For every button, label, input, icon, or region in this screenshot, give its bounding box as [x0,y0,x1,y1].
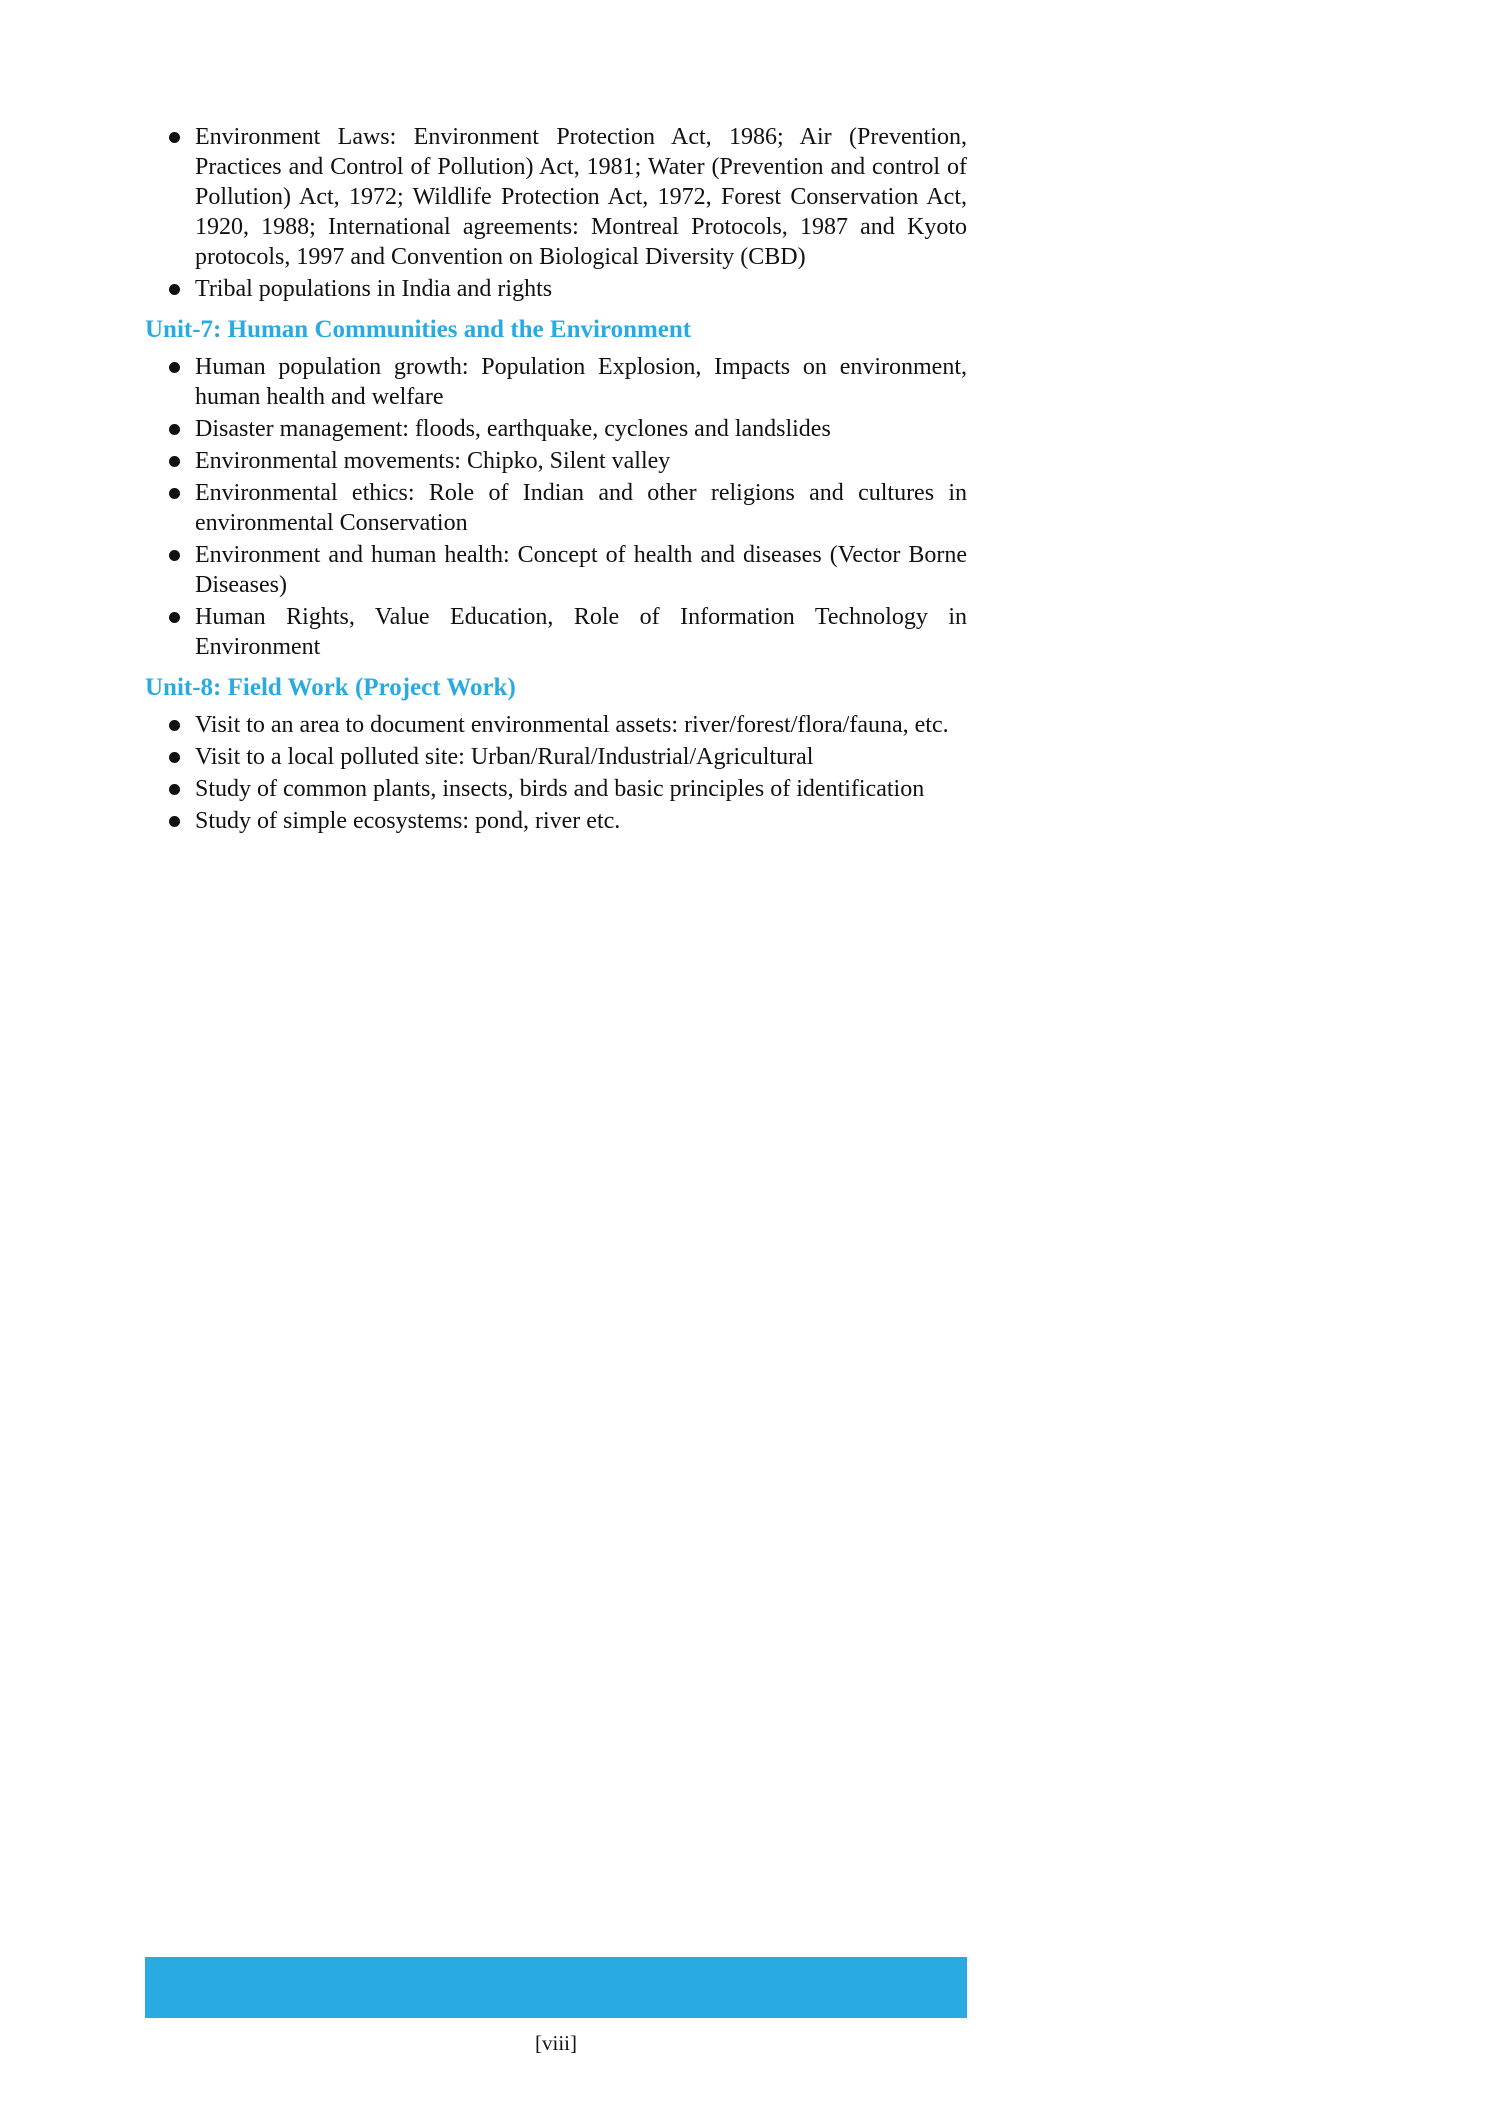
bullet-text: Disaster management: floods, earthquake, cyclones and landslides [195,416,831,442]
bullet-text: Visit to a local polluted site: Urban/Rural/Industrial/Agricultural [195,744,814,770]
list-item [145,122,967,272]
bullet-text: Environmental movements: Chipko, Silent valley [195,448,671,474]
bullet-icon [169,612,180,623]
list-item [145,774,967,804]
bullet-icon [169,284,180,295]
list-item [145,274,967,304]
bullet-icon [169,816,180,827]
bullet-text: Study of common plants, insects, birds and basic principles of identification [195,776,925,802]
bullet-text: Human population growth: Population Explosion, Impacts on environment, human health and welfare [195,354,967,410]
bullet-text: Human Rights, Value Education, Role of Information Technology in Environment [195,604,967,660]
list-item [145,352,967,412]
bullet-icon [169,488,180,499]
intro-bullet-list [145,122,967,304]
bullet-icon [169,456,180,467]
bullet-text: Environment and human health: Concept of health and diseases (Vector Borne Diseases) [195,542,967,598]
section-heading-unit7: Unit-7: Human Communities and the Environment [145,316,692,343]
list-item [145,806,967,836]
list-item [145,710,967,740]
list-item [145,602,967,662]
content-area [145,122,967,838]
unit7-bullet-list [145,352,967,662]
list-item [145,478,967,538]
bullet-icon [169,720,180,731]
list-item [145,540,967,600]
bullet-text: Environment Laws: Environment Protection Act, 1986; Air (Prevention, Practices and Control of Pollution) Act, 1981; Water (Prevention and control of Pollution) Act, 1972; Wildlife Protection Act, 1972, Forest Conservation Act, 1920, 1988; International agreements: Montreal Protocols, 1987 and Kyoto protocols, 1997 and Convention on Biological Diversity (CBD) [195,124,967,270]
page-number: [viii] [535,2031,577,2055]
bullet-icon [169,132,180,143]
bullet-text: Study of simple ecosystems: pond, river etc. [195,808,621,834]
bullet-icon [169,424,180,435]
bullet-text: Environmental ethics: Role of Indian and other religions and cultures in environmental Conservation [195,480,967,536]
bullet-icon [169,362,180,373]
bullet-icon [169,550,180,561]
footer-accent-bar [145,1957,967,2018]
bullet-text: Tribal populations in India and rights [195,276,553,302]
bullet-text: Visit to an area to document environmental assets: river/forest/flora/fauna, etc. [195,712,949,738]
list-item [145,414,967,444]
section-heading-unit8: Unit-8: Field Work (Project Work) [145,674,516,701]
bullet-icon [169,752,180,763]
list-item [145,446,967,476]
unit8-bullet-list [145,710,967,836]
list-item [145,742,967,772]
bullet-icon [169,784,180,795]
